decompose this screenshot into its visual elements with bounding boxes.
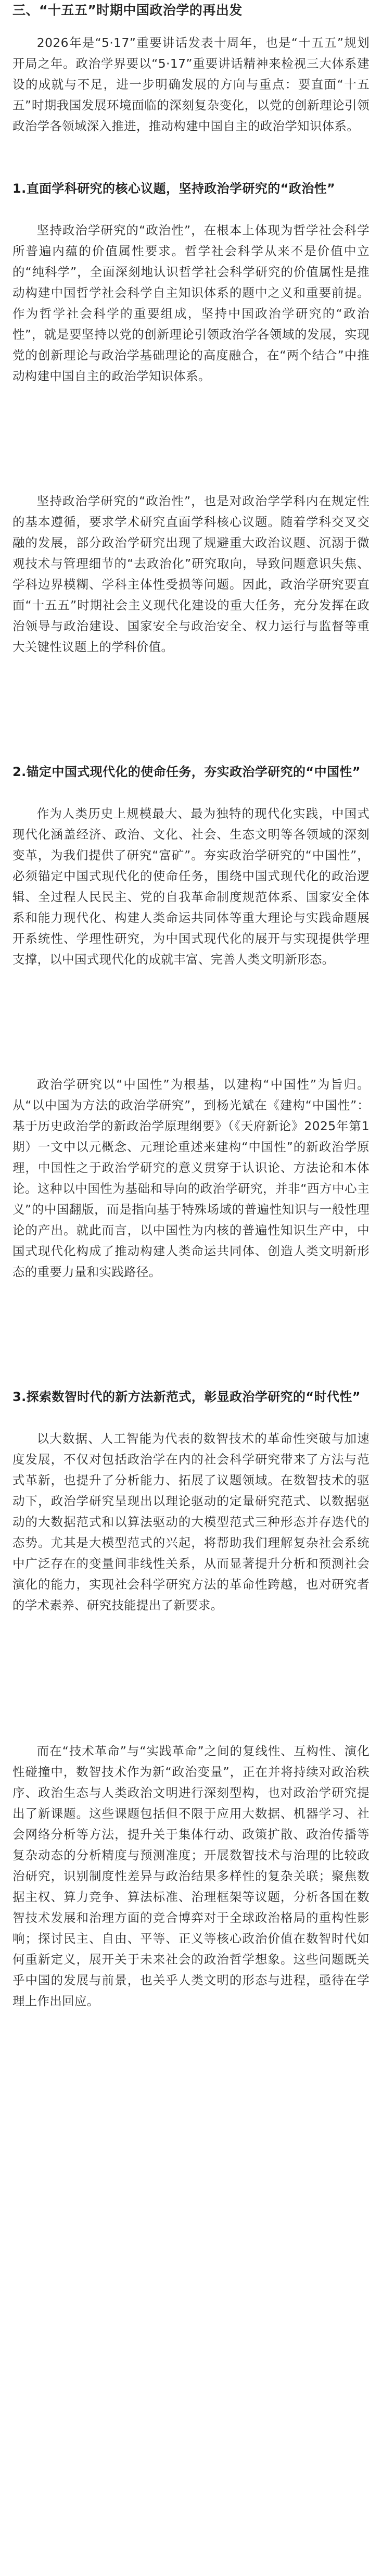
subsection-2-paragraph-1: 作为人类历史上规模最大、最为独特的现代化实践，中国式现代化涵盖经济、政治、文化、社会、生态文明等各领域的深刻变革，为我们提供了研究“富矿”。夯实政治学研究的“中国性”，必须锚定中国式现代化的使命任务，围绕中国式现代化的政治逻辑、全过程人民民主、党的自我革命制度规范体系、国家安全体系和能力现代化、构建人类命运共同体等重大理论与实践命题展开系统性、学理性研究，为中国式现代化的展开与实现提供学理支撑，以中国式现代化的成就丰富、完善人类文明新形态。 xyxy=(12,806,370,967)
intro-paragraph: 2026年是“5·17”重要讲话发表十周年，也是“十五五”规划开局之年。政治学界要以“5·17”重要讲话精神来检视三大体系建设的成就与不足，进一步明确发展的方向与重点：要直面“十五五”时期我国发展环境面临的深刻复杂变化，以党的创新理论引领政治学各领域深入推进，推动构建中国自主的政治学知识体系。 xyxy=(12,35,370,133)
subsection-3-heading: 3.探索数智时代的新方法新范式，彰显政治学研究的“时代性” xyxy=(12,1390,361,1404)
spacer xyxy=(12,741,370,761)
subsection-2-paragraph-2: 政治学研究以“中国性”为根基，以建构“中国性”为旨归。从“以中国为方法的政治学研究”，到杨光斌在《建构“中国性”：基于历史政治学的新政治学原理纲要》（《天府新论》2025年第1期）一文中以元概念、元理论重述来建构“中国性”的新政治学原理，中国性之于政治学研究的意义贯穿于认识论、方法论和本体论。这种以中国性为基础和导向的政治学研究，并非“西方中心主义”的中国翻版，而是指向基于特殊场域的普遍性知识与一般性理论的产出。就此而言，以中国性为内核的普遍性知识生产中，中国式现代化构成了推动构建人类命运共同体、创造人类文明新形态的重要力量和实践路径。 xyxy=(12,1077,370,1279)
subsection-1-paragraph-2: 坚持政治学研究的“政治性”，也是对政治学学科内在规定性的基本遵循，要求学术研究直面学科核心议题。随着学科交叉交融的发展，部分政治学研究出现了规避重大政治议题、沉溺于微观技术与管理细节的“去政治化”研究取向，导致问题意识失焦、学科边界模糊、学科主体性受损等问题。因此，政治学研究要直面“十五五”时期社会主义现代化建设的重大任务，充分发挥在政治领导与政治建设、国家安全与政治安全、权力运行与监督等重大关键性议题上的学科价值。 xyxy=(12,494,370,654)
subsection-2-heading: 2.锚定中国式现代化的使命任务，夯实政治学研究的“中国性” xyxy=(12,765,361,779)
spacer xyxy=(12,157,370,178)
spacer xyxy=(12,1720,370,1741)
section-title: 三、“十五五”时期中国政治学的再出发 xyxy=(12,3,243,18)
subsection-3-paragraph-1: 以大数据、人工智能为代表的数智技术的革命性突破与加速度发展，不仅对包括政治学在内的社会科学研究带来了方法与范式革新，也提升了分析能力、拓展了议题领域。在数智技术的驱动下，政治学研究呈现出以理论驱动的定量研究范式、以数据驱动的大数据范式和以算法驱动的大模型范式三种形态并存迭代的态势。尤其是大模型范式的兴起，将帮助我们理解复杂社会系统中广泛存在的变量间非线性关系，从而显著提升分析和预测社会演化的能力，实现社会科学研究方法的革命性跨越，也对研究者的学术素养、研究技能提出了新要求。 xyxy=(12,1431,370,1612)
subsection-3-paragraph-2: 而在“技术革命”与“实践革命”之间的复线性、互构性、演化性碰撞中，数智技术作为新“政治变量”，正在并将持续对政治秩序、政治生态与人类政治文明进行深刻型构，也对政治学研究提出了新课题。这些课题包括但不限于应用大数据、机器学习、社会网络分析等方法，提升关于集体行动、政策扩散、政治传播等复杂动态的分析精度与预测准度；开展数智技术与治理的比较政治研究，识别制度性差异与政治结果多样性的复杂关联；聚焦数据主权、算力竞争、算法标准、治理框架等议题，分析各国在数智技术发展和治理方面的竞合博弈对于全球政治格局的重构性影响；探讨民主、自由、平等、正义等核心政治价值在数智时代如何重新定义，展开关于未来社会的政治哲学想象。这些问题既关乎中国的发展与前景，也关乎人类文明的形态与进程，亟待在学理上作出回应。 xyxy=(12,1744,370,2008)
spacer xyxy=(12,1366,370,1386)
spacer xyxy=(12,1053,370,1074)
spacer xyxy=(12,470,370,491)
subsection-1-paragraph-1: 坚持政治学研究的“政治性”，在根本上体现为哲学社会科学所普遍内蕴的价值属性要求。哲学社会科学从来不是价值中立的“纯科学”，全面深刻地认识哲学社会科学研究的价值属性是推动构建中国哲学社会科学自主知识体系的题中之义和重要前提。作为哲学社会科学的重要组成，坚持中国政治学研究的“政治性”，就是要坚持以党的创新理论引领政治学各领域的发展，实现党的创新理论与政治学基础理论的高度融合，在“两个结合”中推动构建中国自主的政治学知识体系。 xyxy=(12,223,370,383)
subsection-1-heading: 1.直面学科研究的核心议题，坚持政治学研究的“政治性” xyxy=(12,181,336,196)
